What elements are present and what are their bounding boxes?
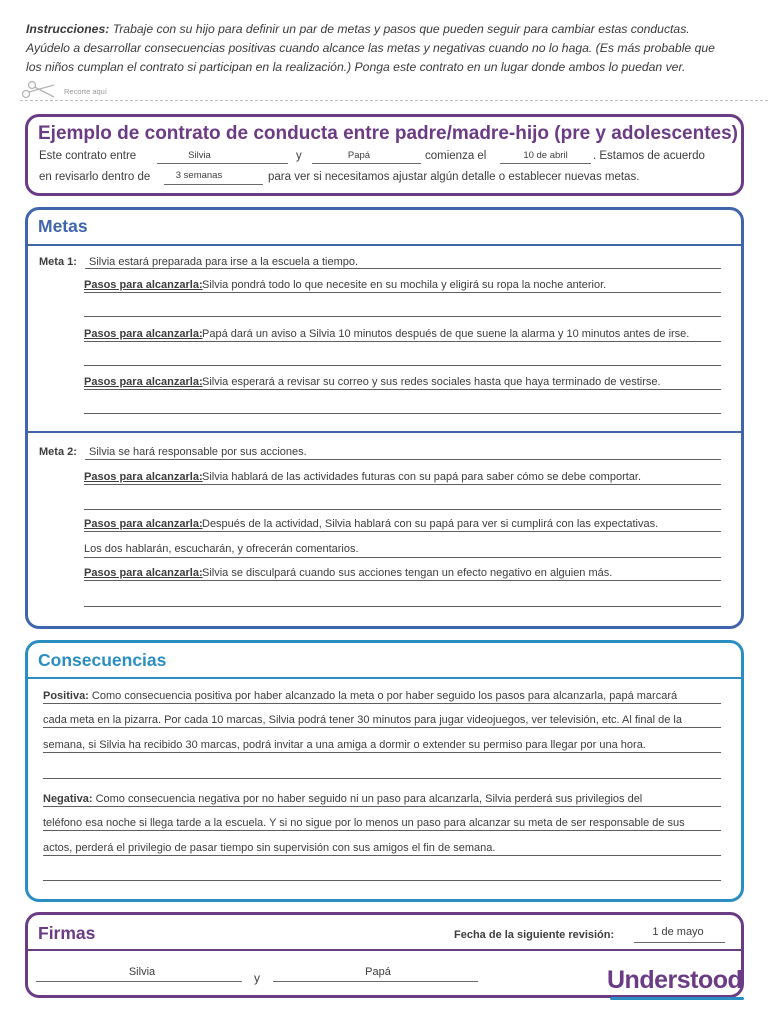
- goal2-label: Meta 2:: [39, 446, 77, 458]
- header-text-b: comienza el: [425, 150, 487, 162]
- goals-box: [25, 207, 744, 629]
- negative-rule-2: [43, 830, 721, 831]
- goal1-step3-label: Pasos para alcanzarla:: [84, 376, 203, 388]
- header-text-a: Este contrato entre: [39, 150, 137, 162]
- signatures-title-divider: [27, 949, 742, 951]
- signatures-title: Firmas: [38, 923, 96, 943]
- cut-here-row: [20, 78, 768, 104]
- goal2-step2-text: Después de la actividad, Silvia hablará con su papá para ver si cumplirá con las expectativas.: [202, 518, 659, 530]
- negative-line-2: teléfono esa noche si llega tarde a la escuela. Y si no sigue por lo menos un paso para alcanzar su meta de ser responsable de sus: [43, 817, 685, 829]
- goal1-step2-text: Papá dará un aviso a Silvia 10 minutos después de que suene la alarma y 10 minutos antes de irse.: [202, 328, 690, 340]
- negative-line-1: [43, 793, 642, 805]
- start-date-value: 10 de abril: [523, 150, 568, 161]
- header-text-c: . Estamos de acuerdo: [593, 150, 705, 162]
- goal2-step3-line: [84, 580, 721, 581]
- logo-underline: [610, 997, 744, 1000]
- cut-here-label: Recorte aquí: [64, 87, 107, 96]
- goal2-step1-text: Silvia hablará de las actividades futuras con su papá para saber cómo se debe comportar.: [202, 471, 642, 483]
- negative-label: Negativa:: [43, 793, 93, 805]
- signature-field-parent[interactable]: [273, 981, 478, 982]
- goal1-step2-line2: [84, 365, 721, 366]
- instructions-line-1: [26, 20, 746, 39]
- negative-text-1: Como consecuencia negativa por no haber seguido ni un paso para alcanzarla, Silvia perderá sus privilegios del: [92, 793, 643, 805]
- goal2-step1-line: [84, 484, 721, 485]
- goal2-step2-label: Pasos para alcanzarla:: [84, 518, 203, 530]
- negative-rule-4: [43, 880, 721, 881]
- header-text-d: en revisarlo dentro de: [39, 171, 151, 183]
- instructions-text-1: Trabaje con su hijo para definir un par de metas y pasos que pueden seguir para cambiar estas conductas.: [109, 22, 690, 36]
- review-period-field[interactable]: [164, 184, 263, 185]
- goal2-step3-label: Pasos para alcanzarla:: [84, 567, 203, 579]
- goal1-step1-text: Silvia pondrá todo lo que necesite en su mochila y eligirá su ropa la noche anterior.: [202, 279, 607, 291]
- goal2-step2-line: [84, 531, 721, 532]
- next-review-value: 1 de mayo: [652, 926, 704, 938]
- header-text-y: y: [296, 150, 302, 162]
- positive-rule-3: [43, 752, 721, 753]
- goal1-step1-label: Pasos para alcanzarla:: [84, 279, 203, 291]
- goal1-step3-line2: [84, 413, 721, 414]
- goals-title: Metas: [38, 216, 88, 236]
- parent-name-value: Papá: [347, 150, 371, 161]
- parent-name-field[interactable]: [312, 163, 421, 164]
- goal1-step3-line: [84, 389, 721, 390]
- consequences-title: Consecuencias: [38, 650, 167, 670]
- positive-line-2: cada meta en la pizarra. Por cada 10 marcas, Silvia podrá tener 30 minutos para jugar videojuegos, ver televisión, etc. Al final de la: [43, 714, 682, 726]
- signature-field-child[interactable]: [36, 981, 242, 982]
- consequences-box: [25, 640, 744, 902]
- signatures-and: y: [254, 971, 260, 985]
- negative-rule-1: [43, 806, 721, 807]
- cut-line: [20, 100, 768, 101]
- goal1-step3-text: Silvia esperará a revisar su correo y sus redes sociales hasta que haya terminado de vestirse.: [202, 376, 661, 388]
- next-review-label: Fecha de la siguiente revisión:: [454, 929, 615, 941]
- goal1-step1-line2: [84, 316, 721, 317]
- goal1-step1-line: [84, 292, 721, 293]
- goal1-text: Silvia estará preparada para irse a la escuela a tiempo.: [89, 256, 359, 268]
- instructions-line-3: los niños cumplan el contrato si participan en la realización.) Ponga este contrato en un lugar donde ambos lo puedan ver.: [26, 60, 686, 74]
- positive-rule-4: [43, 778, 721, 779]
- instructions-line-2: Ayúdelo a desarrollar consecuencias positivas cuando alcance las metas y negativas cuando no lo haga. (Es más probable que: [26, 41, 715, 55]
- understood-logo: Understood: [607, 966, 743, 994]
- negative-line-3: actos, perderá el privilegio de pasar tiempo sin supervisión con sus amigos el fin de semana.: [43, 842, 496, 854]
- review-period-value: 3 semanas: [175, 170, 223, 181]
- contract-title: Ejemplo de contrato de conducta entre padre/madre-hijo (pre y adolescentes): [38, 123, 738, 144]
- positive-text-1: Como consecuencia positiva por haber alcanzado la meta o por haber seguido los pasos para alcanzarla, papá marcará: [88, 690, 678, 702]
- positive-line-3: semana, si Silvia ha recibido 30 marcas, podrá invitar a una amiga a dormir o extender su permiso para llegar por una hora.: [43, 739, 646, 751]
- consequences-title-divider: [27, 677, 742, 679]
- goal2-step2-continued: Los dos hablarán, escucharán, y ofrecerán comentarios.: [84, 543, 359, 555]
- header-text-e: para ver si necesitamos ajustar algún detalle o establecer nuevas metas.: [268, 171, 640, 183]
- positive-line-1: [43, 690, 677, 702]
- goal2-step3-text: Silvia se disculpará cuando sus acciones tengan un efecto negativo en alguien más.: [202, 567, 613, 579]
- signature-child-name: Silvia: [128, 966, 156, 978]
- goal2-line: [85, 459, 721, 460]
- goal1-step2-label: Pasos para alcanzarla:: [84, 328, 203, 340]
- positive-rule-2: [43, 727, 721, 728]
- goals-divider: [27, 431, 742, 433]
- scissors-icon: [20, 78, 62, 102]
- child-name-value: Silvia: [188, 150, 211, 161]
- goal2-step3-line2: [84, 606, 721, 607]
- goal1-label: Meta 1:: [39, 256, 77, 268]
- signature-parent-name: Papá: [365, 966, 391, 978]
- positive-rule-1: [43, 703, 721, 704]
- goal1-line: [85, 268, 721, 269]
- goal1-step2-line: [84, 341, 721, 342]
- goals-title-divider: [27, 244, 742, 246]
- positive-label: Positiva:: [43, 690, 89, 702]
- goal2-text: Silvia se hará responsable por sus acciones.: [89, 446, 307, 458]
- start-date-field[interactable]: [500, 163, 591, 164]
- instructions-label: Instrucciones:: [26, 22, 110, 36]
- child-name-field[interactable]: [157, 163, 288, 164]
- goal2-step2-line2: [84, 557, 721, 558]
- goal2-step1-label: Pasos para alcanzarla:: [84, 471, 203, 483]
- next-review-field[interactable]: [634, 942, 725, 943]
- negative-rule-3: [43, 855, 721, 856]
- instructions: [26, 20, 746, 77]
- goal2-step1-line2: [84, 509, 721, 510]
